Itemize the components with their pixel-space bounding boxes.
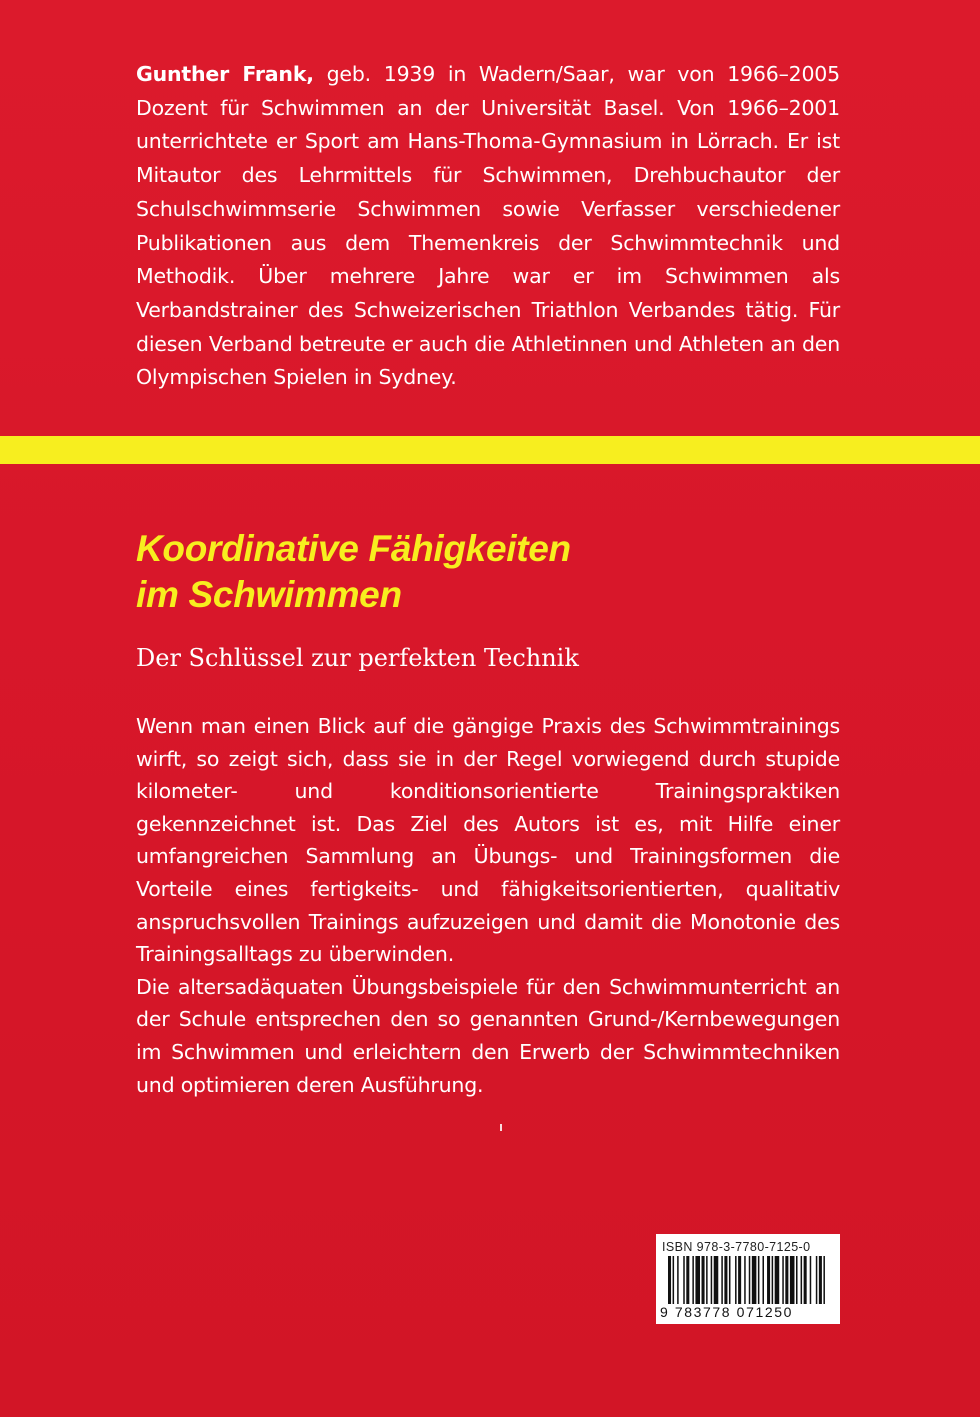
blurb-paragraph-1: Wenn man einen Blick auf die gängige Praxis des Schwimmtrainings wirft, so zeigt sich, dass sie in der Regel vorwiegend durch stupide kilometer- und konditionsorientierte Trainingspraktiken gekennzeichnet ist. Das Ziel des Autors ist es, mit Hilfe einer umfangreichen Sammlung an Übungs- und Trainingsformen die Vorteile eines fertigkeits- und fähigkeitsorientierten, qualitativ anspruchsvollen Trainings aufzuzeigen und damit die Monotonie des Trainingsalltags zu überwinden. [136, 714, 840, 967]
print-mark [500, 1124, 502, 1131]
author-bio-text: geb. 1939 in Wadern/Saar, war von 1966–2005 Dozent für Schwimmen an der Universität Basel. Von 1966–2001 unterrichtete er Sport am Hans-Thoma-Gymnasium in Lörrach. Er ist Mitautor des Lehrmittels für Schwimmen, Drehbuchautor der Schulschwimmserie Schwimmen sowie Verfasser verschiedener Publikationen aus dem Themenkreis der Schwimmtechnik und Methodik. Über mehrere Jahre war er im Schwimmen als Verbandstrainer des Schweizerischen Triathlon Verbandes tätig. Für diesen Verband betreute er auch die Athletinnen und Athleten an den Olympischen Spielen in Sydney. [136, 62, 840, 390]
book-blurb [136, 710, 840, 1101]
barcode-icon [668, 1256, 828, 1304]
barcode-panel [656, 1234, 840, 1324]
yellow-divider-stripe [0, 436, 980, 464]
isbn-label: ISBN 978-3-7780-7125-0 [662, 1240, 811, 1254]
book-title-line-2: im Schwimmen [136, 574, 402, 615]
author-name: Gunther Frank, [136, 62, 314, 86]
blurb-paragraph-2: Die altersadäquaten Übungsbeispiele für den Schwimmunterricht an der Schule entsprechen den so genannten Grund-/Kernbewegungen im Schwimmen und erleichtern den Erwerb der Schwimmtechniken und optimieren deren Ausführung. [136, 974, 840, 1097]
author-bio [136, 58, 840, 395]
book-title [136, 526, 856, 618]
ean-digits: 9 783778 071250 [660, 1304, 793, 1320]
book-subtitle: Der Schlüssel zur perfekten Technik [136, 644, 579, 672]
book-title-line-1: Koordinative Fähigkeiten [136, 528, 571, 569]
